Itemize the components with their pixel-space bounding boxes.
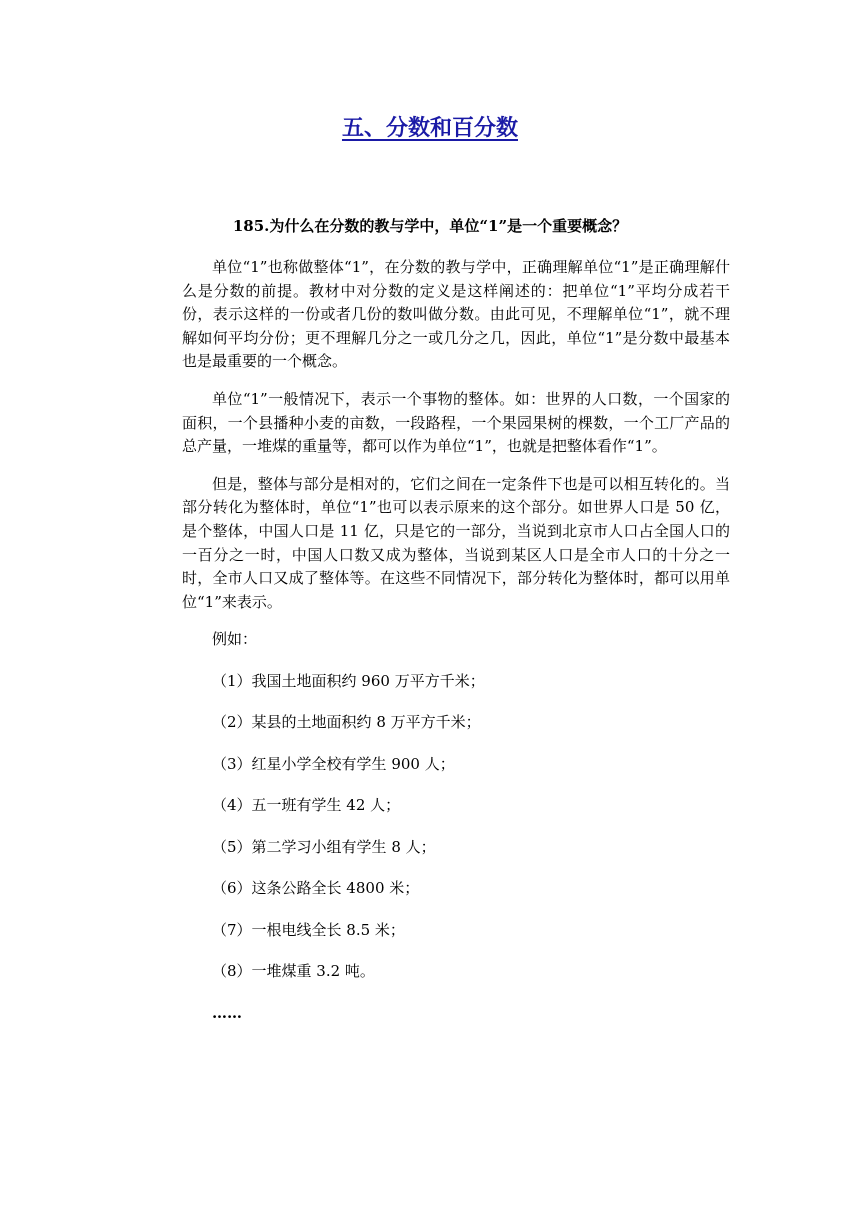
article-body [182,256,730,1025]
list-item: （3）红星小学全校有学生 900 人； [212,754,455,773]
list-item: （5）第二学习小组有学生 8 人； [212,837,436,856]
list-item: （7）一根电线全长 8.5 米； [212,920,405,939]
list-item: （2）某县的土地面积约 8 万平方千米； [212,713,481,732]
list-item: （4）五一班有学生 42 人； [212,796,401,815]
chapter-title[interactable]: 五、分数和百分数 [341,115,518,141]
list-item: （1）我国土地面积约 960 万平方千米； [212,671,485,690]
example-list [182,670,730,984]
list-item: （8）一堆煤重 3.2 吨。 [212,962,375,981]
section-heading: 185.为什么在分数的教与学中，单位“1”是一个重要概念？ [232,217,628,235]
ellipsis: …… [212,1003,242,1022]
paragraph: 单位“1”一般情况下，表示一个事物的整体。如：世界的人口数，一个国家的面积，一个县播种小麦的亩数，一段路程，一个果园果树的棵数，一个工厂产品的总产量，一堆煤的重量等，都可以作为单位“1”，也就是把整体看作“1”。 [182,389,730,456]
example-intro: 例如： [212,630,258,649]
paragraph: 单位“1”也称做整体“1”，在分数的教与学中，正确理解单位“1”是正确理解什么是分数的前提。教材中对分数的定义是这样阐述的：把单位“1”平均分成若干份，表示这样的一份或者几份的数叫做分数。由此可见，不理解单位“1”，就不理解如何平均分份；更不理解几分之一或几分之几，因此，单位“1”是分数中最基本也是最重要的一个概念。 [182,258,730,371]
list-item: （6）这条公路全长 4800 米； [212,879,420,898]
paragraph: 但是，整体与部分是相对的，它们之间在一定条件下也是可以相互转化的。当部分转化为整体时，单位“1”也可以表示原来的这个部分。如世界人口是 50 亿，是个整体，中国人口是 11 亿，只是它的一部分，当说到北京市人口占全国人口的一百分之一时，中国人口数又成为整体，当说到某区人口是全市人口的十分之一时，全市人口又成了整体等。在这些不同情况下，部分转化为整体时，都可以用单位“1”来表示。 [182,474,730,611]
